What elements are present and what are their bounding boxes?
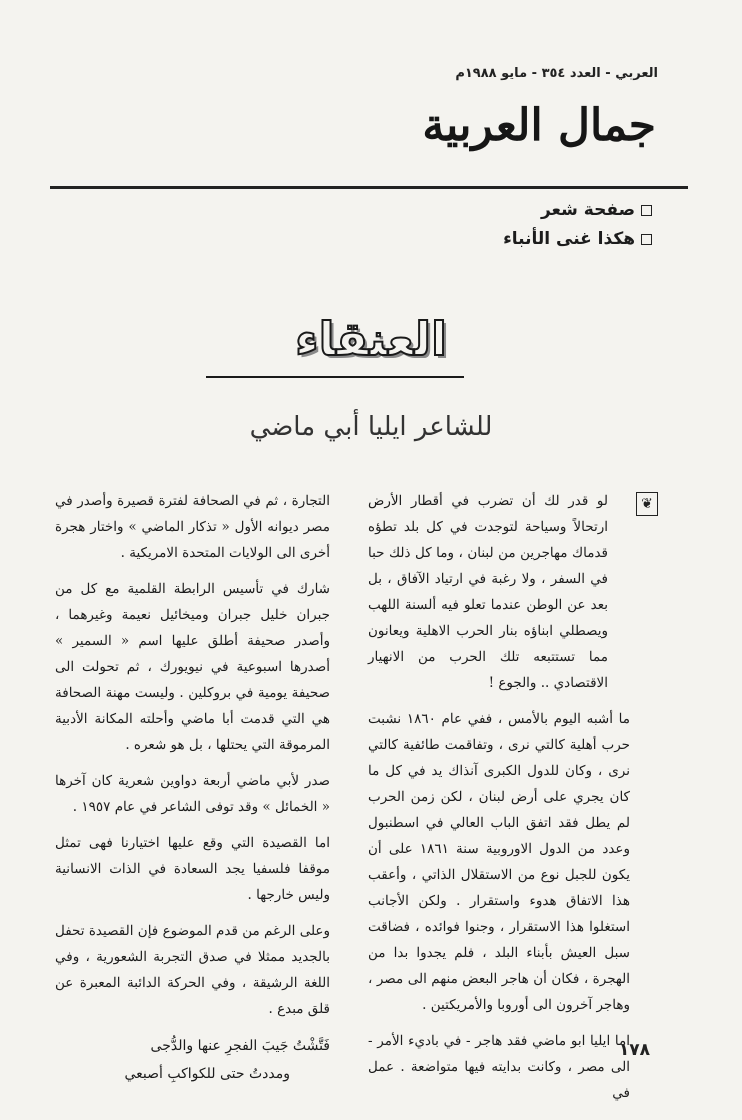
article-byline: للشاعر ايليا أبي ماضي: [249, 412, 493, 442]
paragraph: اما ايليا ابو ماضي فقد هاجر - في باديء الأمر - الى مصر ، وكانت بدايته فيها متواضعة . عمل في: [368, 1033, 630, 1101]
text-column-right: [368, 488, 630, 1116]
ornament-icon: ❦: [636, 492, 658, 516]
checkbox-square-icon: [641, 205, 652, 216]
section-label-text: صفحة شعر: [540, 200, 635, 220]
title-underline: [206, 376, 464, 378]
masthead-divider: [50, 186, 688, 189]
poem-excerpt: [55, 1032, 330, 1088]
paragraph: شارك في تأسيس الرابطة القلمية مع كل من جبران خليل جبران وميخائيل نعيمة وغيرهما ، وأصدر صحيفة أطلق عليها اسم « السمير » أصدرها اسبوعية في نيويورك ، ثم تحولت الى صحيفة يومية في بروكلين . وليست مهنة الصحافة هي التي قدمت أبا ماضي وأحلته المكانة الأدبية المرموقة التي يحتلها ، بل هو شعره .: [55, 581, 330, 753]
section-label-text: هكذا غنى الأنباء: [503, 229, 635, 249]
checkbox-square-icon: [641, 234, 652, 245]
section-label-poetry-page: [541, 200, 652, 220]
page-number: ١٧٨: [618, 1040, 650, 1060]
masthead-logo: جمال العربية: [422, 100, 656, 151]
section-label-series: [503, 229, 652, 249]
paragraph: ما أشبه اليوم بالأمس ، ففي عام ١٨٦٠ نشبت حرب أهلية كالتي نرى ، وتفاقمت طائفية كالتي نرى ، وكان للدول الكبرى آنذاك يد في كل ما كان يجري على أرض لبنان ، لكن زمن الحرب لم يطل فقد اتفق الباب العالي في اسطنبول وعدد من الدول الاوروبية سنة ١٨٦١ على أن يكون للجبل نوع من الاستقلال الذاتي ، وأعقب هذا الاتفاق هدوء واستقرار . ولكن الأجانب استغلوا هذا الاستقرار ، وجنوا فوائده ، فضاقت سبل العيش بأبناء البلد ، فلم يجدوا بدا من الهجرة ، فكان أن هاجر البعض منهم الى مصر ، وهاجر آخرون الى أوروبا والأمريكتين .: [368, 711, 630, 1013]
poem-line: فَتَّشْتُ جَيبَ الفجرِ عنها والدُّجى: [150, 1038, 330, 1054]
paragraph: التجارة ، ثم في الصحافة لفترة قصيرة وأصدر في مصر ديوانه الأول « تذكار الماضي » واختار هجرة أخرى الى الولايات المتحدة الامريكية .: [55, 493, 330, 561]
paragraph: اما القصيدة التي وقع عليها اختيارنا فهى تمثل موقفا فلسفيا يجد السعادة في الذات الانسانية وليس خارجها .: [55, 835, 330, 903]
paragraph: صدر لأبي ماضي أربعة دواوين شعرية كان آخرها « الخمائل » وقد توفى الشاعر في عام ١٩٥٧ .: [55, 773, 330, 815]
paragraph: وعلى الرغم من قدم الموضوع فإن القصيدة تحفل بالجديد ممثلا في صدق التجربة الشعورية ، وفي اللغة الرشيقة ، وفي الحركة الدائبة المعبرة عن قلق مبدع .: [55, 923, 330, 1017]
article-title: العنقاء: [295, 312, 447, 366]
poem-line: ومددتُ حتى للكواكبِ أصبعي: [124, 1066, 290, 1082]
text-column-left: [55, 488, 330, 1088]
paragraph: لو قدر لك أن تضرب في أقطار الأرض ارتحالاً وسياحة لتوجدت في كل بلد تطؤه قدماك مهاجرين من لبنان ، وما كل ذلك حبا في السفر ، ولا رغبة في ارتياد الآفاق ، بل بعد عن الوطن عندما تعلو فيه ألسنة اللهب ويصطلي ابناؤه بنار الحرب الاهلية ويعانون مما تستتبعه تلك الحرب من الانهيار الاقتصادي .. والجوع !: [368, 493, 608, 691]
issue-line: العربي - العدد ٣٥٤ - مايو ١٩٨٨م: [455, 66, 658, 81]
